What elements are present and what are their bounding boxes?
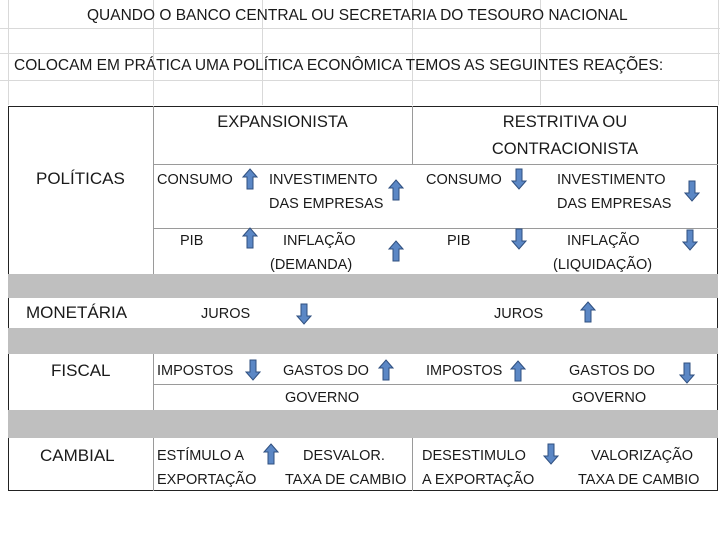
arrow-up-icon (580, 301, 596, 323)
investimento-label-2: DAS EMPRESAS (557, 196, 672, 212)
arrow-shape (581, 302, 595, 322)
grid-line (8, 0, 9, 105)
consumo-label: CONSUMO (157, 172, 233, 188)
pib-label: PIB (180, 233, 204, 249)
arrow-down-icon (543, 443, 559, 465)
consumo-label: CONSUMO (426, 172, 502, 188)
separator-band (8, 328, 718, 354)
arrow-shape (512, 169, 526, 189)
arrow-shape (264, 444, 278, 464)
arrow-shape (685, 181, 699, 201)
estimulo-label-2: EXPORTAÇÃO (157, 472, 257, 488)
arrow-shape (389, 180, 403, 200)
arrow-shape (544, 444, 558, 464)
arrow-down-icon (679, 362, 695, 384)
desestimulo-label: DESESTIMULO (422, 448, 526, 464)
desestimulo-label-2: A EXPORTAÇÃO (422, 472, 535, 488)
grid-line (0, 80, 720, 81)
inflacao-label-2: (DEMANDA) (270, 257, 353, 273)
arrow-down-icon (684, 180, 700, 202)
arrow-up-icon (378, 359, 394, 381)
row-divider (153, 164, 718, 165)
inflacao-label: INFLAÇÃO (567, 233, 640, 249)
row-divider (153, 384, 718, 385)
impostos-label: IMPOSTOS (426, 363, 503, 379)
gastos-label-2: GOVERNO (572, 390, 647, 406)
arrow-up-icon (242, 227, 258, 249)
investimento-label: INVESTIMENTO (557, 172, 666, 188)
grid-line (0, 53, 720, 54)
row-title-monetaria: MONETÁRIA (26, 303, 128, 322)
estimulo-label: ESTÍMULO A (157, 448, 245, 464)
row-title-fiscal: FISCAL (51, 361, 111, 380)
separator-band (8, 274, 718, 298)
gastos-label-2: GOVERNO (285, 390, 360, 406)
column-divider (153, 354, 154, 410)
arrow-shape (683, 230, 697, 250)
column-title-restritiva: RESTRITIVA OU (502, 113, 628, 131)
header-line-2: COLOCAM EM PRÁTICA UMA POLÍTICA ECONÔMICA TEMOS AS SEGUINTES REAÇÕES: (14, 57, 664, 74)
juros-label: JUROS (494, 306, 544, 322)
arrow-down-icon (682, 229, 698, 251)
arrow-shape (246, 360, 260, 380)
desvalorizacao-label: DESVALOR. (303, 448, 385, 464)
arrow-up-icon (388, 240, 404, 262)
arrow-shape (243, 169, 257, 189)
pib-label: PIB (447, 233, 471, 249)
arrow-up-icon (263, 443, 279, 465)
arrow-up-icon (242, 168, 258, 190)
arrow-down-icon (296, 303, 312, 325)
arrow-shape (511, 361, 525, 381)
inflacao-label: INFLAÇÃO (283, 233, 356, 249)
separator-band (8, 410, 718, 438)
arrow-shape (297, 304, 311, 324)
column-title-contracionista: CONTRACIONISTA (491, 140, 639, 158)
column-divider (153, 438, 154, 491)
investimento-label: INVESTIMENTO (269, 172, 378, 188)
arrow-shape (379, 360, 393, 380)
grid-line (0, 28, 720, 29)
row-divider (153, 228, 718, 229)
column-title-expansionista: EXPANSIONISTA (217, 113, 348, 131)
row-title-cambial: CAMBIAL (40, 446, 115, 465)
gastos-label: GASTOS DO (283, 363, 369, 379)
arrow-down-icon (511, 228, 527, 250)
arrow-up-icon (388, 179, 404, 201)
arrow-shape (680, 363, 694, 383)
column-divider (412, 438, 413, 491)
arrow-down-icon (511, 168, 527, 190)
arrow-shape (512, 229, 526, 249)
inflacao-label-2: (LIQUIDAÇÃO) (553, 257, 653, 273)
header-line-1: QUANDO O BANCO CENTRAL OU SECRETARIA DO TESOURO NACIONAL (87, 7, 628, 24)
desvalorizacao-label-2: TAXA DE CAMBIO (285, 472, 407, 488)
row-title-politicas: POLÍTICAS (36, 169, 125, 188)
grid-line (718, 0, 719, 105)
investimento-label-2: DAS EMPRESAS (269, 196, 384, 212)
arrow-down-icon (245, 359, 261, 381)
arrow-shape (389, 241, 403, 261)
impostos-label: IMPOSTOS (157, 363, 234, 379)
valorizacao-label: VALORIZAÇÃO (591, 448, 694, 464)
valorizacao-label-2: TAXA DE CAMBIO (578, 472, 700, 488)
juros-label: JUROS (201, 306, 251, 322)
arrow-shape (243, 228, 257, 248)
arrow-up-icon (510, 360, 526, 382)
gastos-label: GASTOS DO (569, 363, 655, 379)
